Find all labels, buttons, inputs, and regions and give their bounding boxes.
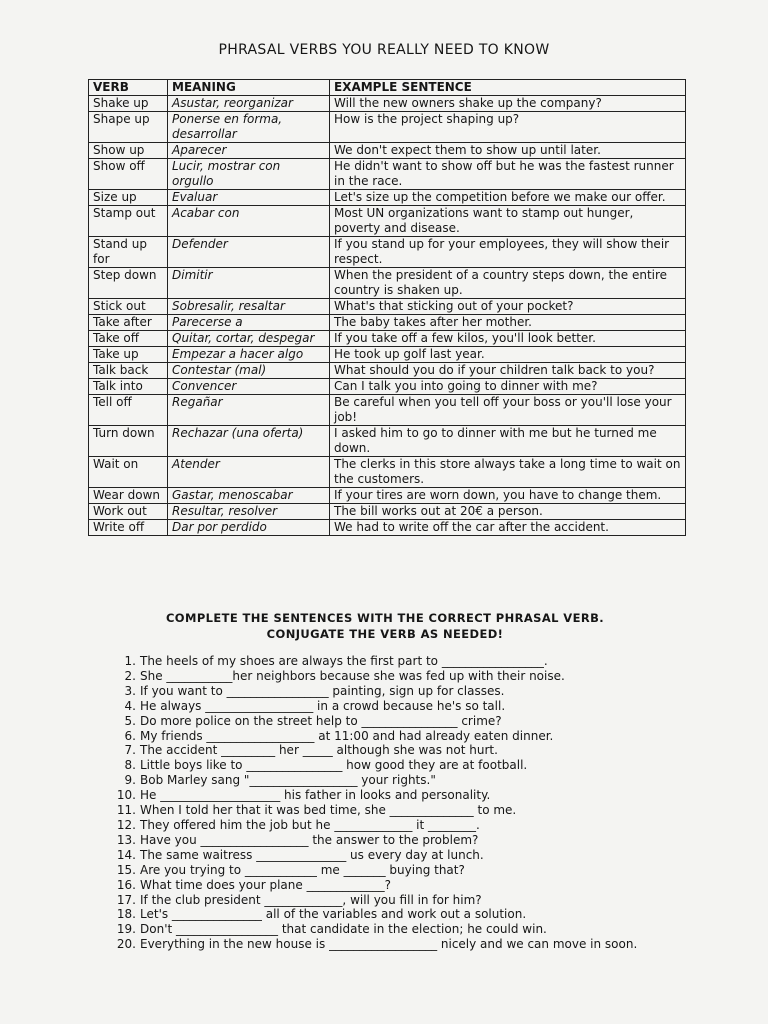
exercise-sentence: If you want to _________________ painting, sign up for classes. — [140, 683, 505, 698]
table-row — [89, 315, 686, 331]
exercise-item — [116, 684, 676, 699]
exercise-sentence: He always __________________ in a crowd because he's so tall. — [140, 698, 506, 713]
exercise-item — [116, 803, 676, 818]
example-cell: What should you do if your children talk back to you? — [330, 363, 686, 379]
exercise-instructions — [0, 610, 768, 642]
verb-cell: Work out — [89, 504, 168, 520]
phrasal-verbs-table — [88, 79, 686, 536]
example-cell: Most UN organizations want to stamp out hunger, poverty and disease. — [330, 206, 686, 237]
meaning-cell: Regañar — [168, 395, 330, 426]
meaning-cell: Quitar, cortar, despegar — [168, 331, 330, 347]
exercise-item — [116, 907, 676, 922]
exercise-sentence: If the club president _____________, will you fill in for him? — [140, 892, 482, 907]
verb-cell: Show off — [89, 159, 168, 190]
exercise-sentence: Let's _______________ all of the variables and work out a solution. — [140, 907, 527, 922]
example-cell: He took up golf last year. — [330, 347, 686, 363]
verb-cell: Turn down — [89, 426, 168, 457]
exercise-sentence: Have you __________________ the answer to the problem? — [140, 832, 479, 847]
exercise-sentence: She ___________her neighbors because she was fed up with their noise. — [140, 668, 565, 683]
exercise-number: 2. — [124, 668, 136, 683]
verb-cell: Shape up — [89, 112, 168, 143]
column-header-example: EXAMPLE SENTENCE — [330, 80, 686, 96]
example-cell: What's that sticking out of your pocket? — [330, 299, 686, 315]
exercise-number: 1. — [124, 654, 136, 668]
exercise-number: 5. — [124, 713, 136, 728]
table-row — [89, 520, 686, 536]
example-cell: The baby takes after her mother. — [330, 315, 686, 331]
column-header-verb: VERB — [89, 80, 168, 96]
example-cell: We had to write off the car after the accident. — [330, 520, 686, 536]
meaning-cell: Resultar, resolver — [168, 504, 330, 520]
exercise-sentence: The heels of my shoes are always the first part to _________________. — [140, 654, 548, 668]
exercise-item — [116, 669, 676, 684]
table-row — [89, 206, 686, 237]
exercise-sentence: Don't _________________ that candidate in the election; he could win. — [140, 922, 547, 937]
meaning-cell: Parecerse a — [168, 315, 330, 331]
table-header-row — [89, 80, 686, 96]
meaning-cell: Empezar a hacer algo — [168, 347, 330, 363]
exercise-sentence: Are you trying to ____________ me _______ buying that? — [140, 862, 465, 877]
verb-cell: Size up — [89, 190, 168, 206]
table-row — [89, 268, 686, 299]
exercise-number: 7. — [124, 743, 136, 758]
exercise-number: 10. — [116, 788, 136, 803]
exercise-list — [116, 654, 676, 952]
verb-cell: Step down — [89, 268, 168, 299]
table-row — [89, 347, 686, 363]
exercise-sentence: He ____________________ his father in looks and personality. — [140, 788, 491, 803]
verb-cell: Stand up for — [89, 237, 168, 268]
table-row — [89, 299, 686, 315]
example-cell: When the president of a country steps down, the entire country is shaken up. — [330, 268, 686, 299]
exercise-item — [116, 922, 676, 937]
table-row — [89, 96, 686, 112]
verb-cell: Take after — [89, 315, 168, 331]
meaning-cell: Aparecer — [168, 143, 330, 159]
verb-cell: Wait on — [89, 457, 168, 488]
table-row — [89, 426, 686, 457]
exercise-number: 12. — [116, 817, 136, 832]
exercise-number: 17. — [116, 892, 136, 907]
exercise-item — [116, 758, 676, 773]
meaning-cell: Gastar, menoscabar — [168, 488, 330, 504]
exercise-sentence: Everything in the new house is __________________ nicely and we can move in soon. — [140, 937, 638, 952]
instructions-line-2: CONJUGATE THE VERB AS NEEDED! — [266, 627, 504, 641]
exercise-number: 19. — [116, 922, 136, 937]
verb-cell: Wear down — [89, 488, 168, 504]
example-cell: Will the new owners shake up the company? — [330, 96, 686, 112]
verb-cell: Tell off — [89, 395, 168, 426]
meaning-cell: Ponerse en forma, desarrollar — [168, 112, 330, 143]
table-row — [89, 379, 686, 395]
meaning-cell: Convencer — [168, 379, 330, 395]
exercise-item — [116, 773, 676, 788]
exercise-item — [116, 714, 676, 729]
exercise-number: 8. — [124, 758, 136, 773]
exercise-item — [116, 818, 676, 833]
meaning-cell: Sobresalir, resaltar — [168, 299, 330, 315]
exercise-number: 15. — [116, 862, 136, 877]
example-cell: The bill works out at 20€ a person. — [330, 504, 686, 520]
exercise-item — [116, 878, 676, 893]
verb-cell: Show up — [89, 143, 168, 159]
exercise-number: 9. — [124, 773, 136, 788]
exercise-sentence: They offered him the job but he _____________ it ________. — [140, 817, 480, 832]
exercise-number: 13. — [116, 832, 136, 847]
exercise-sentence: Little boys like to ________________ how good they are at football. — [140, 758, 528, 773]
verb-cell: Talk back — [89, 363, 168, 379]
table-row — [89, 488, 686, 504]
exercise-item — [116, 743, 676, 758]
exercise-item — [116, 654, 676, 669]
exercise-number: 16. — [116, 877, 136, 892]
table-row — [89, 363, 686, 379]
exercise-sentence: The same waitress _______________ us every day at lunch. — [140, 847, 484, 862]
example-cell: Let's size up the competition before we make our offer. — [330, 190, 686, 206]
table-row — [89, 237, 686, 268]
example-cell: The clerks in this store always take a long time to wait on the customers. — [330, 457, 686, 488]
example-cell: If your tires are worn down, you have to change them. — [330, 488, 686, 504]
meaning-cell: Dimitir — [168, 268, 330, 299]
meaning-cell: Acabar con — [168, 206, 330, 237]
verb-cell: Take up — [89, 347, 168, 363]
instructions-line-1: COMPLETE THE SENTENCES WITH THE CORRECT PHRASAL VERB. — [165, 611, 605, 625]
exercise-sentence: What time does your plane _____________? — [140, 877, 391, 892]
exercise-number: 20. — [116, 937, 136, 952]
exercise-item — [116, 729, 676, 744]
verb-cell: Shake up — [89, 96, 168, 112]
exercise-number: 18. — [116, 907, 136, 922]
exercise-number: 14. — [116, 847, 136, 862]
verb-cell: Write off — [89, 520, 168, 536]
meaning-cell: Lucir, mostrar con orgullo — [168, 159, 330, 190]
table-row — [89, 143, 686, 159]
exercise-item — [116, 863, 676, 878]
meaning-cell: Rechazar (una oferta) — [168, 426, 330, 457]
exercise-number: 11. — [116, 803, 136, 818]
exercise-item — [116, 788, 676, 803]
meaning-cell: Atender — [168, 457, 330, 488]
example-cell: If you stand up for your employees, they will show their respect. — [330, 237, 686, 268]
example-cell: If you take off a few kilos, you'll look better. — [330, 331, 686, 347]
exercise-sentence: Bob Marley sang "__________________ your rights." — [140, 773, 436, 788]
verb-cell: Stick out — [89, 299, 168, 315]
table-row — [89, 112, 686, 143]
table-row — [89, 190, 686, 206]
exercise-sentence: My friends __________________ at 11:00 and had already eaten dinner. — [140, 728, 554, 743]
meaning-cell: Dar por perdido — [168, 520, 330, 536]
column-header-meaning: MEANING — [168, 80, 330, 96]
table-row — [89, 395, 686, 426]
exercise-sentence: Do more police on the street help to ________________ crime? — [140, 713, 502, 728]
meaning-cell: Asustar, reorganizar — [168, 96, 330, 112]
exercise-item — [116, 699, 676, 714]
page-title: PHRASAL VERBS YOU REALLY NEED TO KNOW — [218, 42, 550, 58]
exercise-sentence: The accident _________ her _____ although she was not hurt. — [140, 743, 498, 758]
example-cell: We don't expect them to show up until later. — [330, 143, 686, 159]
verb-cell: Take off — [89, 331, 168, 347]
exercise-sentence: When I told her that it was bed time, she ______________ to me. — [140, 803, 517, 818]
exercise-number: 6. — [124, 728, 136, 743]
table-row — [89, 457, 686, 488]
verb-cell: Talk into — [89, 379, 168, 395]
exercise-item — [116, 833, 676, 848]
example-cell: He didn't want to show off but he was the fastest runner in the race. — [330, 159, 686, 190]
table-row — [89, 159, 686, 190]
exercise-item — [116, 848, 676, 863]
verb-cell: Stamp out — [89, 206, 168, 237]
example-cell: How is the project shaping up? — [330, 112, 686, 143]
exercise-number: 4. — [124, 698, 136, 713]
meaning-cell: Evaluar — [168, 190, 330, 206]
example-cell: Be careful when you tell off your boss or you'll lose your job! — [330, 395, 686, 426]
meaning-cell: Defender — [168, 237, 330, 268]
example-cell: Can I talk you into going to dinner with me? — [330, 379, 686, 395]
table-row — [89, 504, 686, 520]
meaning-cell: Contestar (mal) — [168, 363, 330, 379]
exercise-number: 3. — [124, 683, 136, 698]
exercise-item — [116, 893, 676, 908]
table-row — [89, 331, 686, 347]
example-cell: I asked him to go to dinner with me but he turned me down. — [330, 426, 686, 457]
exercise-item — [116, 937, 676, 952]
